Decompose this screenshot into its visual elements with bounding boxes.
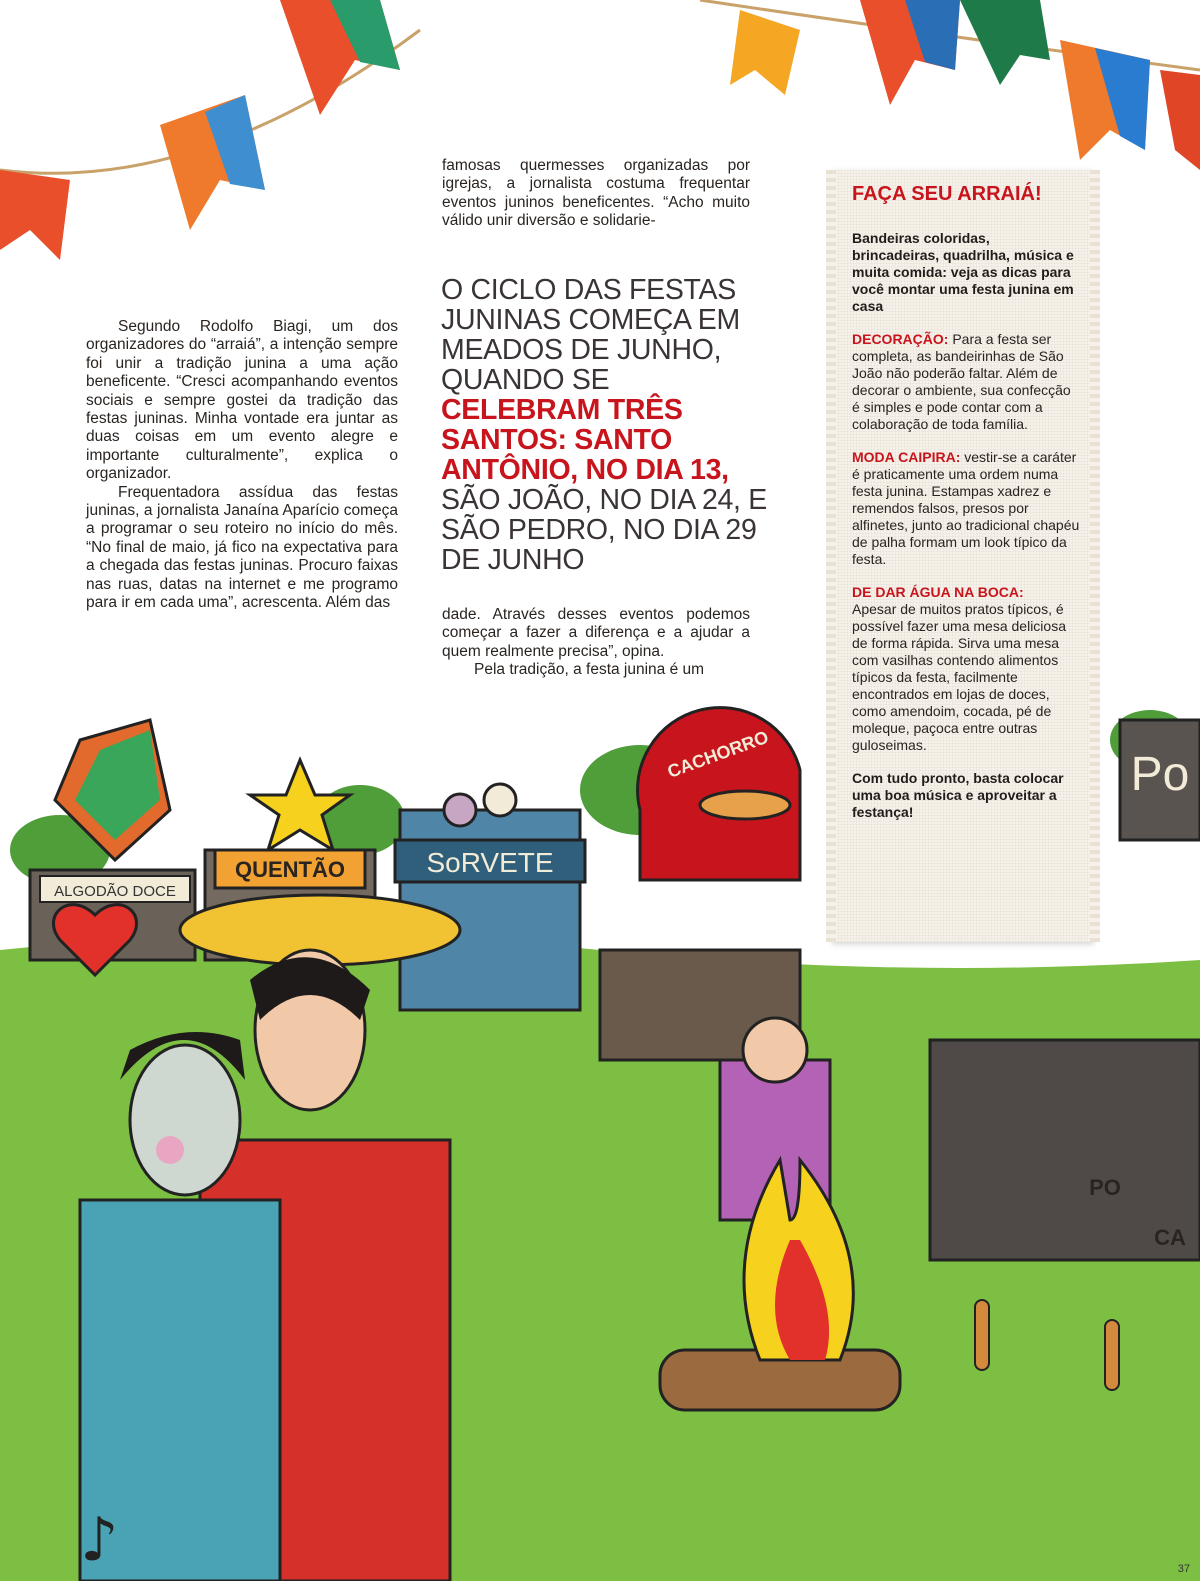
pull-quote-part3: SÃO JOÃO, NO DIA 24, E SÃO PEDRO, NO DIA 29 DE JUNHO (441, 484, 768, 576)
sidebar-closing: Com tudo pronto, basta colocar uma boa música e aproveitar a festança! (852, 770, 1064, 820)
sidebar-section-text: vestir-se a caráter é praticamente uma ordem numa festa junina. Estampas xadrez e remendos falsos, presos por alfinetes, junto ao tradicional chapéu de palha formam um look típico da festa. (852, 449, 1080, 567)
flag-red (0, 170, 70, 260)
sidebar-section-head: DE DAR ÁGUA NA BOCA: (852, 584, 1024, 600)
article-paragraph: dade. Através desses eventos podemos começar a fazer a diferença e a ajudar a quem realmente precisa”, opina. (442, 606, 750, 660)
cart-sign-ca: CA (1154, 1225, 1186, 1250)
sidebar-section-comida (852, 584, 1080, 754)
sidebar-box (832, 170, 1094, 942)
sidebar-section-head: DECORAÇÃO: (852, 331, 949, 347)
stall-sign-quentao: QUENTÃO (235, 857, 345, 882)
page-number: 37 (1177, 1563, 1190, 1575)
article-paragraph: famosas quermesses organizadas por igrejas, a jornalista costuma frequentar eventos juninos beneficentes. “Acho muito válido unir diversão e solidarie- (442, 157, 750, 230)
sidebar-section-text: Para a festa ser completa, as bandeirinhas de São João não poderão faltar. Além de decorar o ambiente, sua confecção é simples e pode contar com a colaboração de toda família. (852, 331, 1071, 432)
hotdog-icon (700, 791, 790, 819)
ice-cream-scoop-icon (484, 784, 516, 816)
flag-red-edge (1160, 70, 1200, 170)
ice-cream-scoop-icon (444, 794, 476, 826)
article-paragraph: Frequentadora assídua das festas juninas, a jornalista Janaína Aparício começa a programar o seu roteiro no início do mês. “No final de maio, já fico na expectativa para a chegada das festas juninas. Procuro faixas nas ruas, datas na internet e me programo para ir em cada uma”, acrescenta. Além das (86, 483, 398, 612)
music-note-icon: ♪ (80, 1505, 119, 1575)
cart-sign-po: PO (1089, 1175, 1121, 1200)
stall-sign-pop: Po (1130, 748, 1190, 801)
article-column-right-bottom (442, 606, 750, 680)
flag-green-right (960, 0, 1050, 85)
woman-cheek (156, 1136, 184, 1164)
sidebar-section-head: MODA CAIPIRA: (852, 449, 961, 465)
stall-sign-cachorro: CACHORRO (664, 726, 772, 782)
cattail-icon (1105, 1320, 1119, 1390)
sidebar-section-decoracao (852, 331, 1080, 433)
sidebar-title: FAÇA SEU ARRAIÁ! (852, 183, 1042, 205)
cattail-icon (975, 1300, 989, 1370)
sidebar-section-text: Apesar de muitos pratos típicos, é possível fazer uma mesa deliciosa de forma rápida. Sirva uma mesa com vasilhas contendo alimentos típicos da festa, facilmente encontrados em lojas de doces, como amendoim, cocada, pé de moleque, paçoca entre outras guloseimas. (852, 601, 1066, 753)
pull-quote-highlight: CELEBRAM TRÊS SANTOS: SANTO ANTÔNIO, NO DIA 13, (441, 394, 729, 486)
article-column-right-top (442, 157, 750, 231)
article-column-left (86, 318, 398, 613)
stall-sign-algodao: ALGODÃO DOCE (54, 883, 176, 900)
woman-face (130, 1045, 240, 1195)
stall-sign-sorvete: SoRVETE (426, 847, 554, 878)
article-paragraph: Pela tradição, a festa junina é um (474, 661, 705, 679)
sidebar-intro: Bandeiras coloridas, brincadeiras, quadrilha, música e muita comida: veja as dicas para você montar uma festa junina em casa (852, 230, 1074, 314)
flag-yellow (730, 10, 800, 95)
girl-face (743, 1018, 807, 1082)
sidebar-section-moda (852, 449, 1080, 568)
article-paragraph: Segundo Rodolfo Biagi, um dos organizadores do “arraiá”, a intenção sempre foi unir a tradição junina a uma ação beneficente. “Cresci acompanhando eventos sociais e sempre gostei da tradição das festas juninas. Minha vontade era juntar as duas coisas em um evento alegre e importante culturalmente”, explica o organizador. (86, 318, 398, 483)
pull-quote-part1: O CICLO DAS FESTAS JUNINAS COMEÇA EM MEADOS DE JUNHO, QUANDO SE (441, 274, 740, 396)
pull-quote (441, 275, 771, 575)
